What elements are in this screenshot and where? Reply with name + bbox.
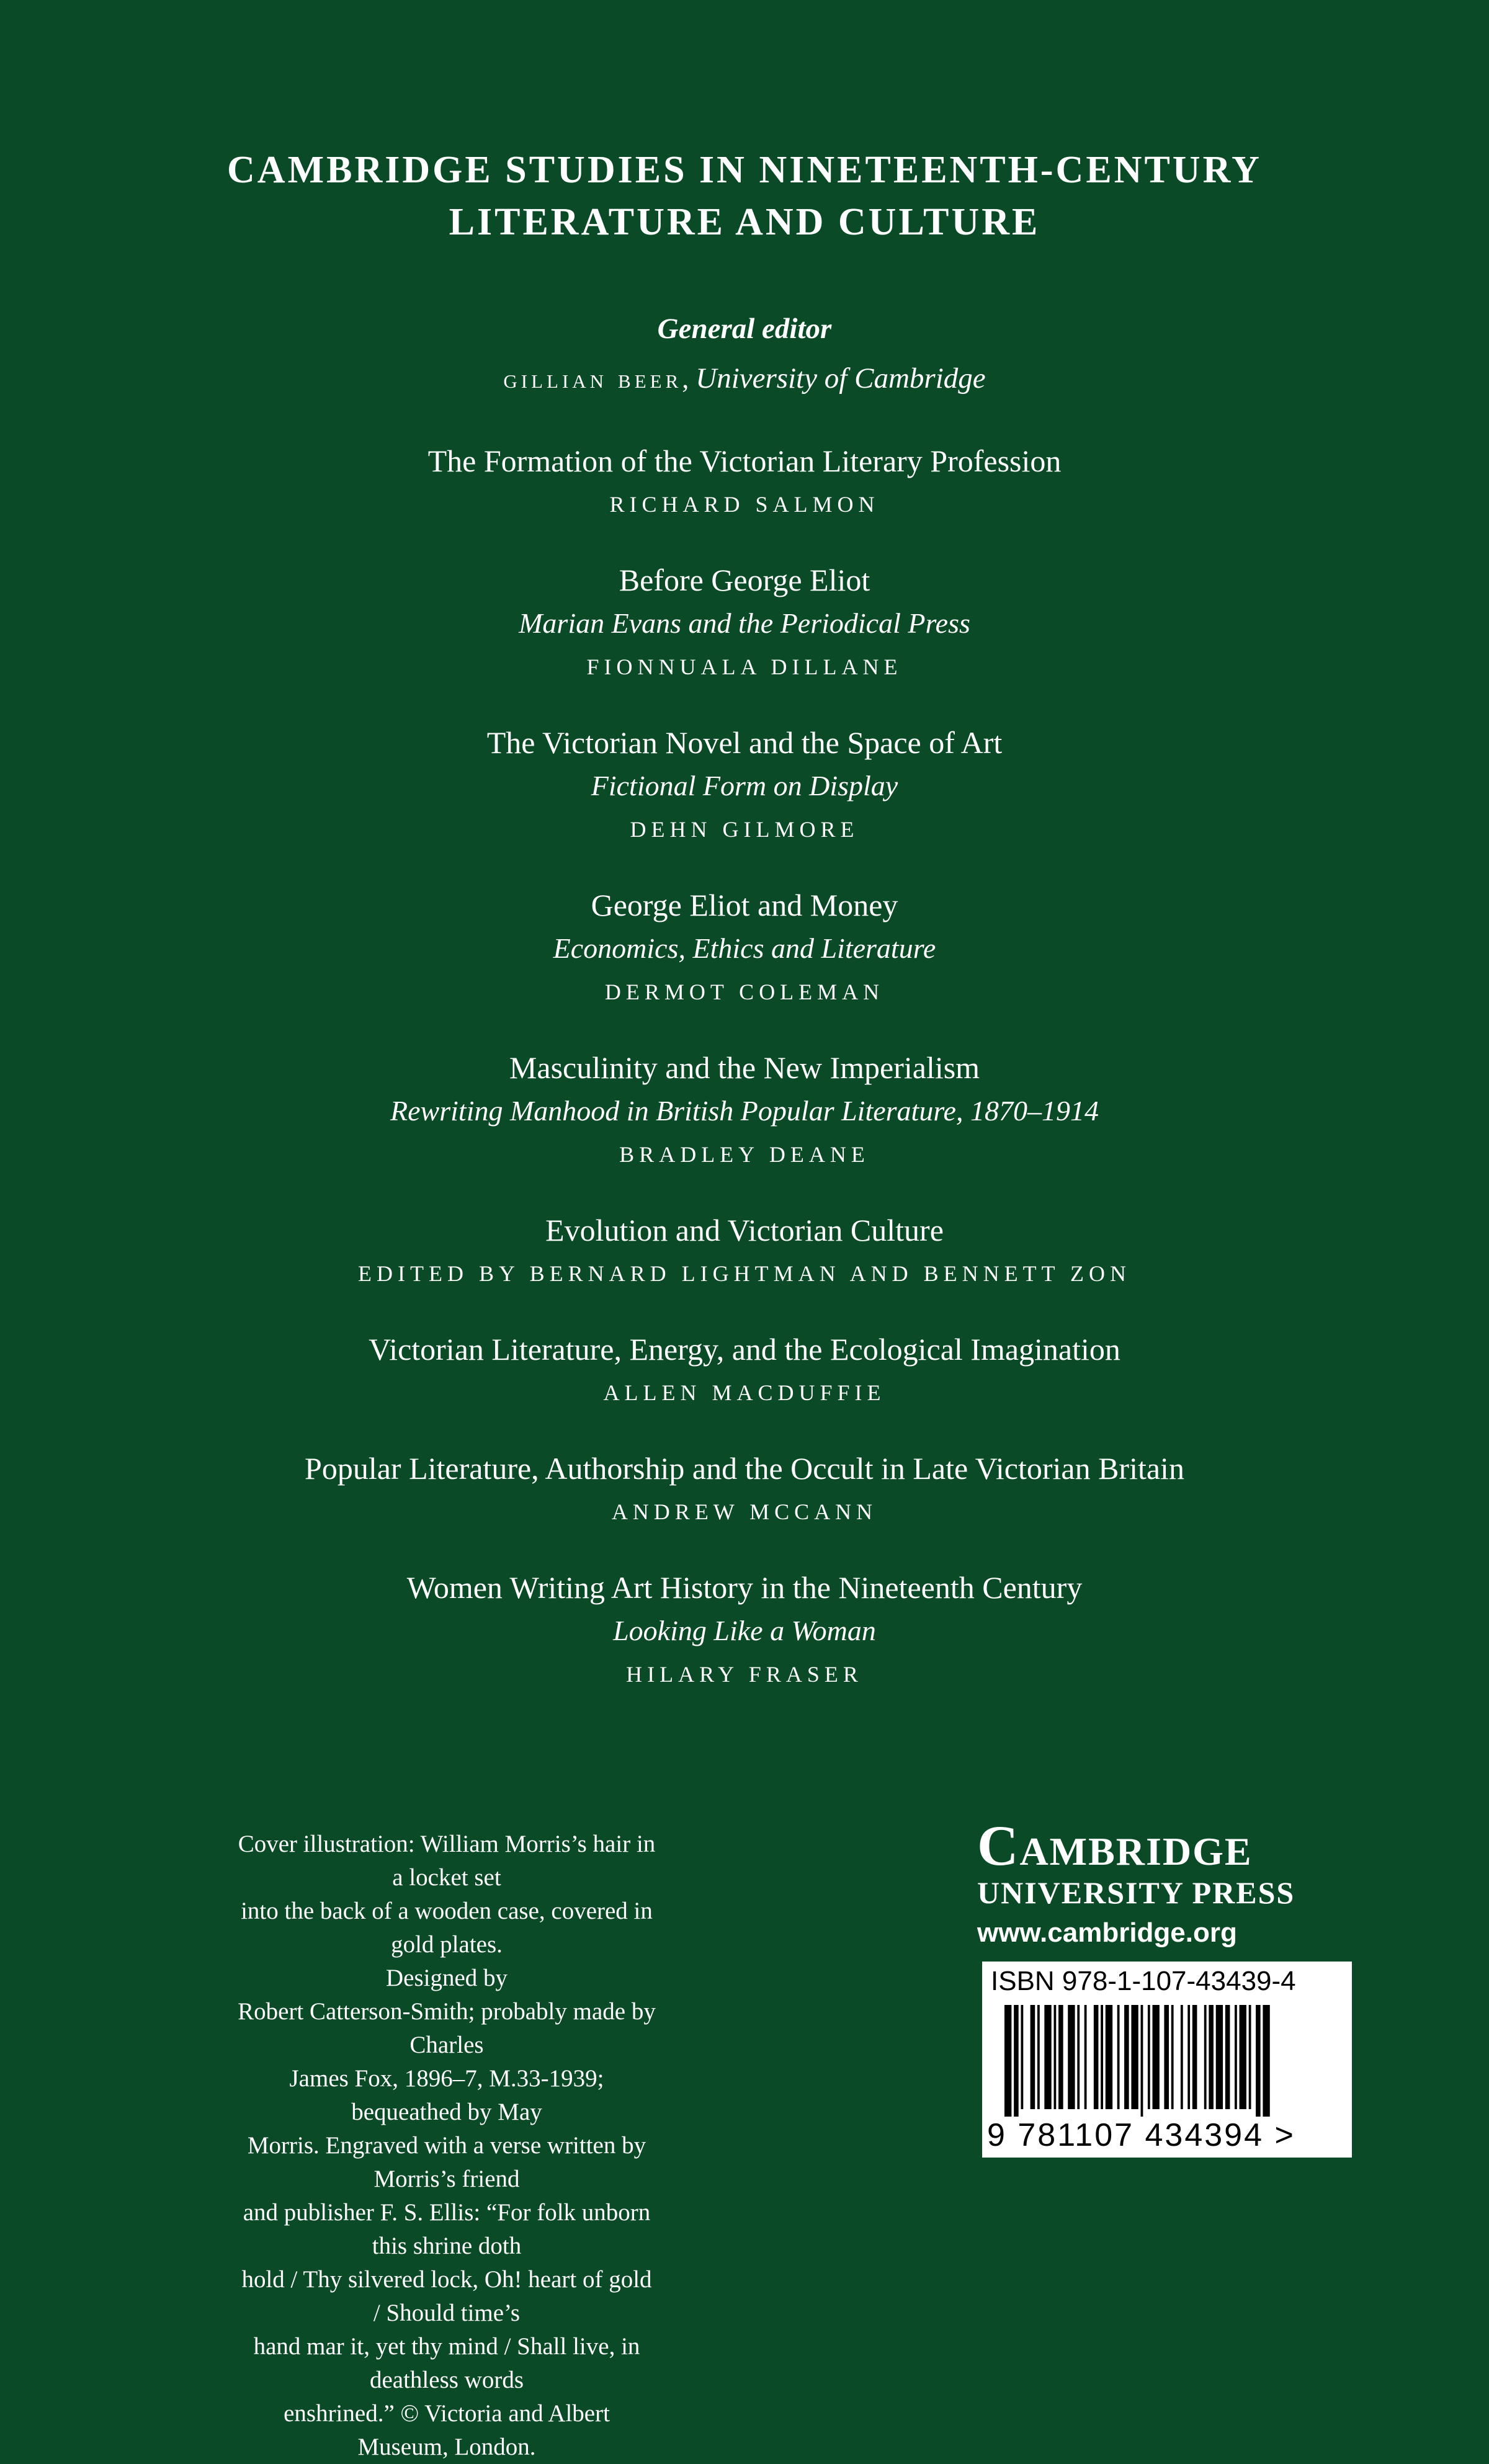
book-title: The Formation of the Victorian Literary Profession	[427, 444, 1062, 478]
book-entry	[0, 1328, 1489, 1414]
editor-name: gillian beer	[503, 364, 682, 394]
cover-illustration-credit	[236, 1828, 658, 2464]
barcode-bar	[1204, 2005, 1207, 2109]
book-title: Women Writing Art History in the Nineteenth Century	[406, 1570, 1083, 1605]
book-author: EDITED BY BERNARD LIGHTMAN AND BENNETT ZON	[358, 1261, 1131, 1286]
barcode-bar	[1225, 2005, 1230, 2109]
barcode-bar	[1256, 2005, 1261, 2117]
book-subtitle: Fictional Form on Display	[591, 770, 898, 801]
book-entry	[0, 1046, 1489, 1176]
barcode-bar	[1209, 2005, 1214, 2109]
isbn-barcode-box	[982, 1962, 1352, 2158]
credit-line: James Fox, 1896–7, M.33-1939; bequeathed by May	[289, 2065, 604, 2125]
credit-line: into the back of a wooden case, covered in gold plates.	[241, 1898, 653, 1958]
barcode-bar	[1031, 2005, 1035, 2109]
credit-line: hand mar it, yet thy mind / Shall live, in deathless words	[253, 2333, 640, 2393]
barcode-bar	[1124, 2005, 1129, 2109]
book-author: DEHN GILMORE	[630, 817, 859, 842]
book-subtitle: Looking Like a Woman	[613, 1615, 876, 1646]
barcode-bar	[1263, 2005, 1269, 2117]
barcode-bar	[1037, 2005, 1040, 2109]
barcode-bar	[1004, 2005, 1011, 2117]
series-title-line-2: LITERATURE AND CULTURE	[449, 201, 1040, 243]
barcode-bar	[1171, 2005, 1174, 2109]
series-title	[0, 144, 1489, 248]
book-entry	[0, 1566, 1489, 1696]
barcode-bar	[1187, 2005, 1190, 2109]
barcode-bar	[1044, 2005, 1051, 2109]
barcode-bar	[1068, 2005, 1075, 2109]
book-entry	[0, 1208, 1489, 1295]
editor-line: gillian beer, University of Cambridge	[503, 362, 986, 395]
book-title: The Victorian Novel and the Space of Art	[486, 725, 1003, 760]
book-author: HILARY FRASER	[626, 1662, 863, 1687]
book-title: Masculinity and the New Imperialism	[509, 1050, 980, 1085]
barcode-bar	[1240, 2005, 1246, 2109]
barcode-bar	[1148, 2005, 1150, 2109]
book-title: Victorian Literature, Energy, and the Ecological Imagination	[369, 1332, 1120, 1367]
barcode-bar	[1014, 2005, 1019, 2117]
barcode-bar	[1131, 2005, 1138, 2109]
credit-line: Designed by	[385, 1965, 508, 1991]
book-author: FIONNUALA DILLANE	[586, 654, 903, 679]
barcode-digits: 9 781107 434394 >	[987, 2117, 1295, 2153]
credit-line: Cover illustration: William Morris’s hair in a locket set	[238, 1831, 656, 1891]
book-subtitle: Economics, Ethics and Literature	[553, 932, 936, 964]
barcode-bar	[1117, 2005, 1120, 2109]
barcode-bar	[1106, 2005, 1112, 2109]
book-entry	[0, 439, 1489, 526]
credit-line: Robert Catterson-Smith; probably made by Charles	[238, 1998, 656, 2058]
book-subtitle: Marian Evans and the Periodical Press	[519, 607, 970, 639]
book-entry	[0, 721, 1489, 851]
editor-affiliation: University of Cambridge	[695, 362, 986, 395]
credit-line: Morris. Engraved with a verse written by Morris’s friend	[247, 2132, 646, 2192]
publisher-logo	[977, 1814, 1362, 1954]
barcode-bar	[1101, 2005, 1103, 2109]
publisher-name: Cambridge	[977, 1814, 1253, 1877]
book-title: Popular Literature, Authorship and the Occult in Late Victorian Britain	[305, 1451, 1184, 1486]
book-title: George Eliot and Money	[591, 888, 898, 922]
barcode-bar	[1021, 2005, 1024, 2109]
editor-label: General editor	[657, 313, 832, 345]
barcode-bar	[1058, 2005, 1063, 2109]
barcode-bar	[1216, 2005, 1223, 2109]
book-author: ALLEN MACDUFFIE	[603, 1380, 886, 1405]
barcode-bar	[1054, 2005, 1057, 2109]
book-author: BRADLEY DEANE	[619, 1142, 870, 1167]
barcode-bar	[1141, 2005, 1143, 2117]
barcode-bar	[1235, 2005, 1237, 2109]
book-subtitle: Rewriting Manhood in British Popular Literature, 1870–1914	[390, 1095, 1099, 1127]
series-title-line-1: CAMBRIDGE STUDIES IN NINETEENTH-CENTURY	[227, 149, 1262, 191]
book-entry	[0, 883, 1489, 1014]
barcode-bar	[1164, 2005, 1169, 2109]
book-title: Evolution and Victorian Culture	[545, 1213, 944, 1248]
barcode-bar	[1249, 2005, 1251, 2109]
book-entry	[0, 1447, 1489, 1533]
barcode-bar	[1084, 2005, 1087, 2109]
barcode-bar	[1181, 2005, 1183, 2109]
book-author: ANDREW MCCANN	[611, 1499, 878, 1524]
publisher-subtitle: UNIVERSITY PRESS	[977, 1875, 1295, 1910]
barcode-bar	[1094, 2005, 1099, 2109]
book-entry	[0, 558, 1489, 689]
barcode-bar	[1192, 2005, 1197, 2109]
barcode-bar	[1153, 2005, 1160, 2109]
book-author: DERMOT COLEMAN	[604, 980, 885, 1004]
barcode-icon	[1004, 2005, 1333, 2117]
book-title: Before George Eliot	[619, 563, 870, 597]
credit-line: and publisher F. S. Ellis: “For folk unborn this shrine doth	[243, 2199, 651, 2259]
barcode-bar	[1077, 2005, 1080, 2109]
general-editor	[0, 304, 1489, 404]
isbn-label: ISBN 978-1-107-43439-4	[991, 1966, 1296, 1996]
book-author: RICHARD SALMON	[609, 492, 880, 517]
publisher-website: www.cambridge.org	[977, 1917, 1237, 1948]
credit-line: hold / Thy silvered lock, Oh! heart of gold / Should time’s	[241, 2266, 652, 2326]
credit-line: enshrined.” © Victoria and Albert Museum, London.	[284, 2400, 610, 2460]
book-list	[0, 439, 1489, 1728]
